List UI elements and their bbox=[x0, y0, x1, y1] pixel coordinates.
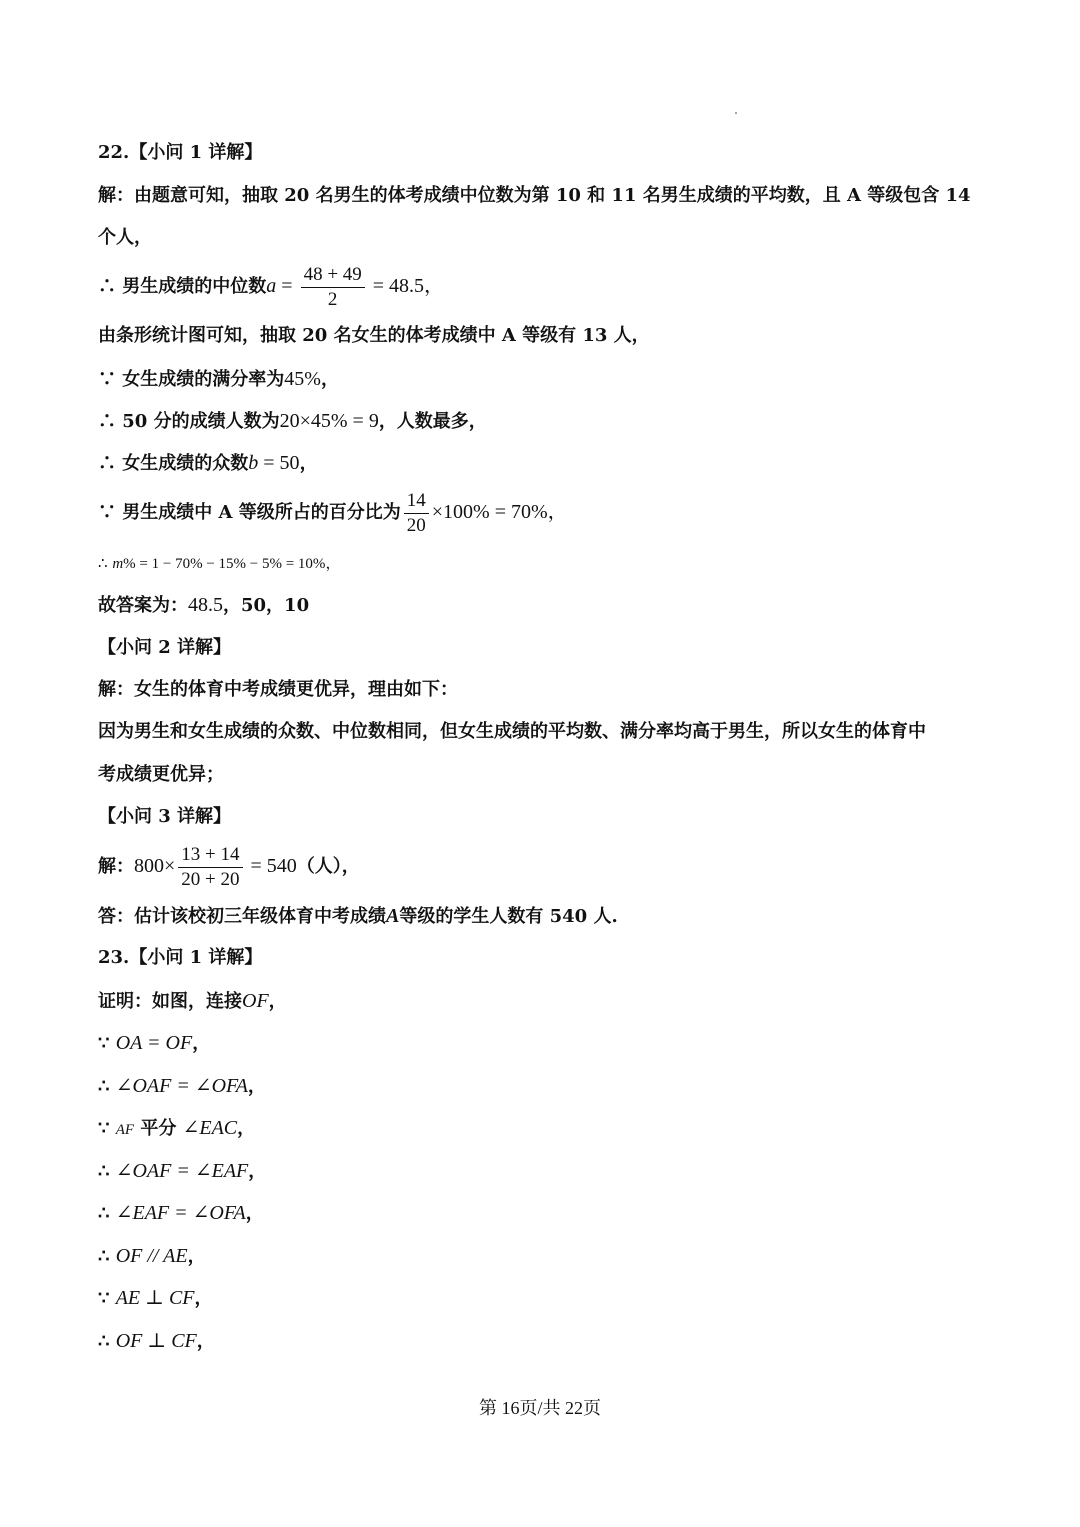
q23-l4-post: ， bbox=[237, 1118, 256, 1139]
q23-l6-math: ∠EAF = ∠OFA bbox=[115, 1202, 246, 1224]
sub3-fraction bbox=[178, 844, 242, 891]
median-prefix: ∴ 男生成绩的中位数 bbox=[98, 276, 267, 297]
line6-math: = 50 bbox=[258, 452, 300, 474]
q23-line-1 bbox=[98, 989, 990, 1014]
q23-line-4 bbox=[98, 1116, 990, 1142]
median-denominator: 2 bbox=[327, 288, 338, 310]
because-symbol: ∵ bbox=[98, 1118, 116, 1139]
line4-text: ∵ 女生成绩的满分率为 bbox=[98, 369, 285, 390]
q23-l4-var: AF bbox=[115, 1122, 135, 1138]
percent-fraction bbox=[404, 490, 429, 537]
q22-line-5 bbox=[98, 409, 990, 434]
q23-l9-math: OF ⊥ CF bbox=[115, 1330, 197, 1352]
q22-sub3-calc bbox=[98, 842, 990, 891]
therefore-symbol: ∴ bbox=[98, 1246, 116, 1267]
q22-line-4 bbox=[98, 367, 990, 392]
answer-rest: ，50，10 bbox=[223, 595, 310, 616]
line5-text: ∴ 50 分的成绩人数为 bbox=[98, 411, 280, 432]
q23-line-9 bbox=[98, 1329, 990, 1354]
q23-line-3 bbox=[98, 1074, 990, 1099]
q22-line-7 bbox=[98, 488, 990, 537]
q23-line-6 bbox=[98, 1201, 990, 1226]
q22-sub2-line-1: 解：女生的体育中考成绩更优异，理由如下： bbox=[98, 679, 458, 700]
q23-l8-post: ， bbox=[194, 1288, 213, 1309]
q23-l4-mid: 平分 bbox=[134, 1118, 183, 1139]
q23-l5-math: ∠OAF = ∠EAF bbox=[115, 1160, 249, 1182]
line8-var: m bbox=[112, 556, 124, 572]
q23-l3-post: ， bbox=[247, 1076, 266, 1097]
median-fraction bbox=[301, 264, 365, 311]
because-symbol: ∵ bbox=[98, 1033, 116, 1054]
line7-math: ×100% = 70%， bbox=[431, 501, 568, 523]
q22-sub3-header: 【小问 3 详解】 bbox=[98, 806, 232, 827]
because-symbol: ∵ bbox=[98, 1288, 116, 1309]
line4-math: 45% bbox=[284, 368, 321, 390]
line5-math: 20×45% = 9 bbox=[279, 410, 379, 432]
q22-sub3-answer bbox=[98, 904, 990, 929]
q22-header: 22.【小问 1 详解】 bbox=[98, 142, 263, 163]
q23-l3-math: ∠OAF = ∠OFA bbox=[115, 1075, 248, 1097]
q22-line-9 bbox=[98, 593, 990, 618]
q23-l5-post: ， bbox=[248, 1161, 267, 1182]
q23-line-7 bbox=[98, 1244, 990, 1269]
line8-post: ， bbox=[325, 554, 341, 572]
q23-l1-text: 证明：如图，连接 bbox=[98, 991, 242, 1012]
answer-prefix: 故答案为： bbox=[98, 595, 188, 616]
q22-line-3: 由条形统计图可知，抽取 20 名女生的体考成绩中 A 等级有 13 人， bbox=[98, 325, 650, 346]
q23-l2-math: OA = OF bbox=[115, 1032, 193, 1054]
sub3-answer-text: 答：估计该校初三年级体育中考成绩 bbox=[98, 906, 386, 927]
q23-l8-math: AE ⊥ CF bbox=[115, 1287, 195, 1309]
median-eq: = bbox=[276, 275, 298, 297]
q22-sub2-line-2: 因为男生和女生成绩的众数、中位数相同，但女生成绩的平均数、满分率均高于男生，所以女生的体育中 bbox=[98, 721, 926, 742]
q23-line-2 bbox=[98, 1031, 990, 1056]
sub3-unit: （人）， bbox=[296, 856, 360, 877]
line6-text: ∴ 女生成绩的众数 bbox=[98, 453, 249, 474]
sub3-factor: 800× bbox=[134, 855, 176, 877]
q22-line-1: 解：由题意可知，抽取 20 名男生的体考成绩中位数为第 10 和 11 名男生成绩的平均数，且 A 等级包含 14 bbox=[98, 185, 971, 206]
q23-l1-var: OF bbox=[242, 990, 269, 1012]
therefore-symbol: ∴ bbox=[98, 1203, 116, 1224]
q23-l7-math: OF // AE bbox=[115, 1245, 188, 1267]
scan-speck bbox=[735, 112, 737, 114]
line6-var: b bbox=[248, 452, 259, 474]
sub3-denominator: 20 + 20 bbox=[181, 868, 240, 890]
line6-post: ， bbox=[299, 453, 318, 474]
page-footer: 第 16页/共 22页 bbox=[478, 1398, 601, 1418]
q23-l2-post: ， bbox=[192, 1033, 211, 1054]
q23-l7-post: ， bbox=[187, 1246, 206, 1267]
sub3-prefix: 解： bbox=[98, 856, 134, 877]
therefore-symbol: ∴ bbox=[98, 1161, 116, 1182]
q22-line-8 bbox=[98, 551, 990, 576]
sub3-numerator: 13 + 14 bbox=[178, 844, 242, 868]
sub3-answer-var: A bbox=[386, 905, 400, 927]
q22-sub2-line-3: 考成绩更优异； bbox=[98, 764, 224, 785]
line4-post: ， bbox=[320, 369, 339, 390]
q22-median-line bbox=[98, 262, 990, 311]
q23-l4-math: ∠EAC bbox=[182, 1117, 238, 1139]
therefore-symbol: ∴ bbox=[98, 1076, 116, 1097]
q23-line-5 bbox=[98, 1159, 990, 1184]
line8-sym: ∴ bbox=[98, 554, 113, 572]
line5-post: ，人数最多， bbox=[378, 411, 487, 432]
q23-l6-post: ， bbox=[245, 1203, 264, 1224]
line7-text: ∵ 男生成绩中 A 等级所占的百分比为 bbox=[98, 502, 401, 523]
answer-median: 48.5 bbox=[188, 594, 223, 616]
q22-line-6 bbox=[98, 451, 990, 476]
median-numerator: 48 + 49 bbox=[301, 264, 365, 288]
line8-math: % = 1 − 70% − 15% − 5% = 10% bbox=[123, 556, 326, 572]
therefore-symbol: ∴ bbox=[98, 1331, 116, 1352]
median-result: = 48.5， bbox=[367, 275, 445, 297]
sub3-result: = 540 bbox=[245, 855, 297, 877]
q23-l1-post: ， bbox=[268, 991, 287, 1012]
percent-denominator: 20 bbox=[406, 514, 426, 536]
q22-line-1b: 个人， bbox=[98, 227, 152, 248]
q22-sub2-header: 【小问 2 详解】 bbox=[98, 637, 232, 658]
sub3-answer-post: 等级的学生人数有 540 人. bbox=[399, 906, 618, 927]
median-var: a bbox=[266, 275, 277, 297]
percent-numerator: 14 bbox=[404, 490, 429, 514]
q23-line-8 bbox=[98, 1286, 990, 1311]
q23-header: 23.【小问 1 详解】 bbox=[98, 947, 263, 968]
q23-l9-post: ， bbox=[196, 1331, 215, 1352]
